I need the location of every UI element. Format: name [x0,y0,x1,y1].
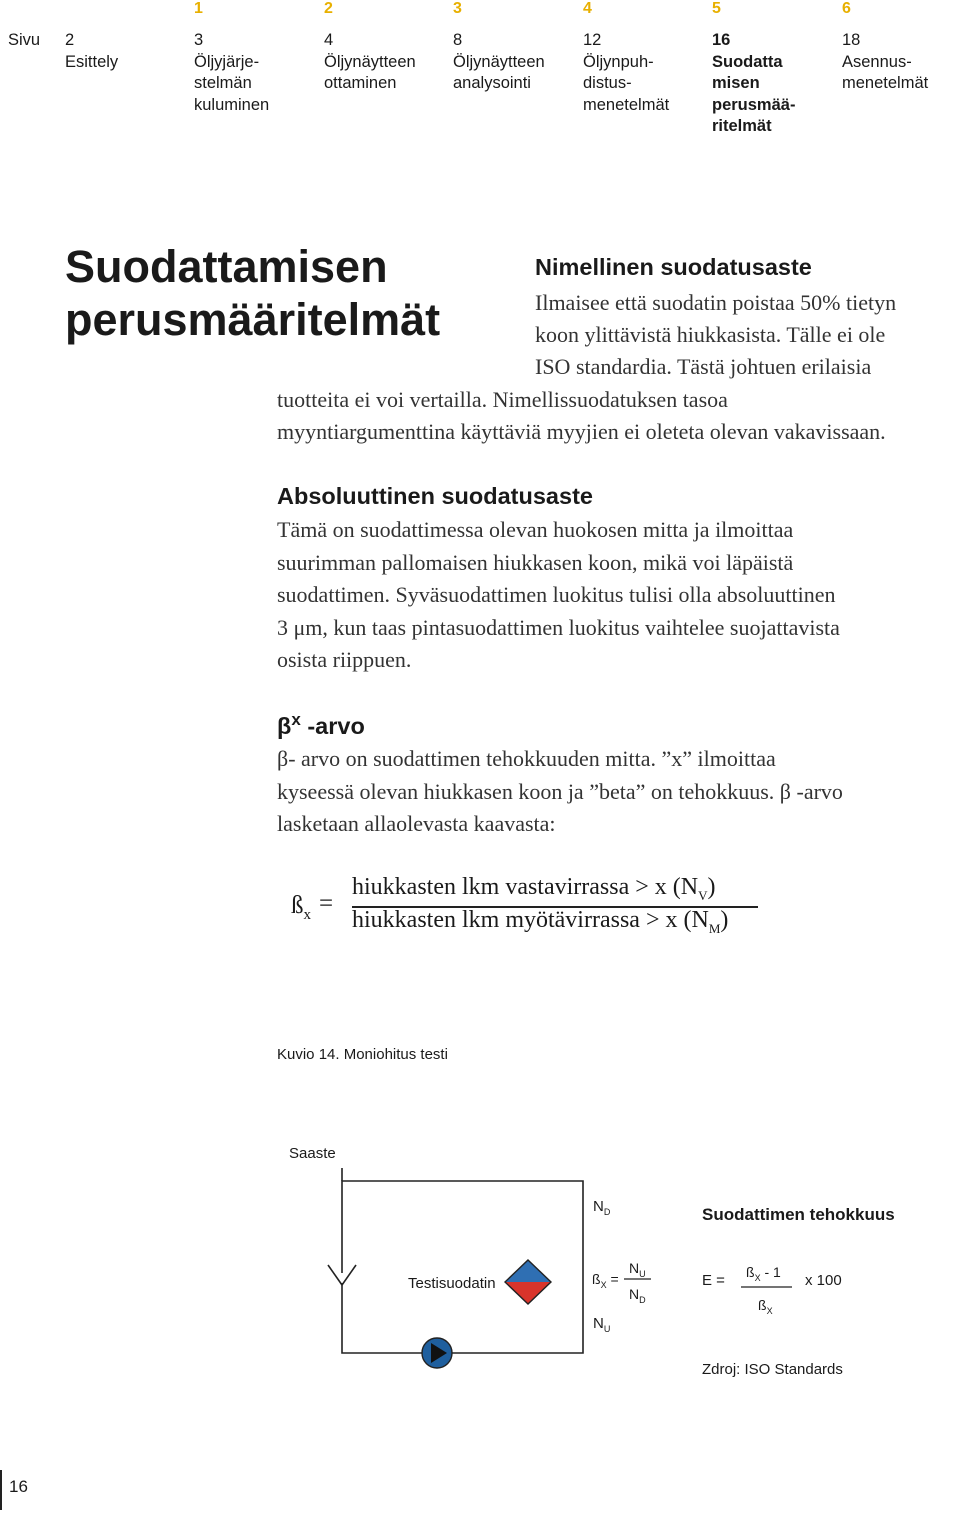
e-lhs: E = [702,1272,725,1289]
formula-denominator: hiukkasten lkm myötävirrassa > x $(N_M)$ [352,907,729,936]
e-denominator: $ß_X$ [758,1297,773,1316]
nav-chapter-page: 16 [712,31,731,49]
beta-heading-rest: -arvo [300,712,365,739]
beta-numerator: $N_U$ [629,1260,646,1279]
body-line: suodattimen. Syväsuodattimen luokitus tulisi olla absoluuttinen [277,582,836,607]
nav-chapter-title-line: perusmää- [712,95,796,114]
body-line: ISO standardia. Tästä johtuen erilaisia [535,354,872,379]
efficiency-title: Suodattimen tehokkuus [702,1205,895,1224]
nav-chapter-number: 1 [194,0,203,17]
nav-chapter-page: 2 [65,31,75,49]
nav-chapter-title-line: Asennus- [842,52,912,71]
filter-diamond-icon [505,1260,551,1304]
nav-chapter-title-line: Suodatta [712,52,783,71]
formula-equals: = [319,890,334,917]
beta-lhs: $ß_X$ = [592,1271,619,1290]
nav-chapter-number: 6 [842,0,851,17]
page-number: 16 [9,1477,28,1496]
nav-chapter-page: 18 [842,31,861,49]
absolute-heading: Absoluuttinen suodatusaste [277,483,593,509]
circuit-lines [342,1168,583,1353]
nu-label: $N_U$ [593,1315,611,1334]
page-title-line: Suodattamisen [65,241,388,292]
filter-label: Testisuodatin [408,1275,496,1292]
nav-chapter-number: 3 [453,0,462,17]
nav-chapter-number: 2 [324,0,333,17]
body-line: kyseessä olevan hiukkasen koon ja ”beta” on tehokkuus. β -arvo [277,779,843,804]
page-title-line: perusmääritelmät [65,294,441,345]
nav-chapter-title-line: misen [712,74,760,92]
e-multiplier: x 100 [805,1272,842,1289]
footer-rule [0,1470,2,1510]
nav-chapter-title-line: Öljynäytteen [453,52,545,71]
body-line: osista riippuen. [277,647,412,672]
circuit-loop [342,1181,583,1353]
nav-chapter-title-line: distus- [583,74,632,92]
body-line: lasketaan allaolevasta kaavasta: [277,811,556,836]
nd-label: $N_D$ [593,1198,611,1217]
nav-sivu-label: Sivu [8,31,41,49]
body-line: β- arvo on suodattimen tehokkuuden mitta. ”x” ilmoittaa [277,746,776,771]
nav-chapter-title-line: Öljynpuh- [583,52,654,71]
nav-chapter-title-line: analysointi [453,74,531,92]
nav-chapter-title-line: menetelmät [842,74,929,92]
nominal-heading: Nimellinen suodatusaste [535,254,812,280]
body-line: tuotteita ei voi vertailla. Nimellissuodatuksen tasoa [277,387,728,412]
body-line: suurimman pallomaisen hiukkasen koon, mikä voi läpäistä [277,550,794,575]
body-line: 3 μm, kun taas pintasuodattimen luokitus vaihtelee suojattavista [277,615,840,640]
body-line: Ilmaisee että suodatin poistaa 50% tietyn [535,290,897,315]
nav-chapter-title-line: menetelmät [583,95,670,114]
nav-chapter-page: 12 [583,31,602,49]
nav-chapter-number: 5 [712,0,721,17]
body-line: Tämä on suodattimessa olevan huokosen mitta ja ilmoittaa [277,517,794,542]
nav-chapter-title-line: Öljynäytteen [324,52,416,71]
beta-symbol: β [277,712,292,739]
saaste-label: Saaste [289,1145,336,1162]
body-line: koon ylittävistä hiukkasista. Tälle ei ole [535,322,886,347]
nav-chapter-title-line: Öljyjärje- [194,52,260,71]
nav-chapter-title-line: stelmän [194,74,252,92]
beta-denominator: $N_D$ [629,1286,646,1305]
body-line: myyntiargumenttina käyttäviä myyjien ei oleteta olevan vakavissaan. [277,419,886,444]
nav-chapter-title-line: kuluminen [194,95,270,114]
nav-chapter-page: 4 [324,31,334,49]
figure-source: Zdroj: ISO Standards [702,1361,843,1378]
nav-chapter-title-line: ritelmät [712,117,772,135]
formula-numerator: hiukkasten lkm vastavirrassa > x $(N_V)$ [352,874,716,903]
e-numerator: $ß_X - 1$ [746,1264,781,1283]
nav-chapter-page: 8 [453,31,463,49]
nav-chapter-page: 3 [194,31,204,49]
nav-chapter-title-line: Esittely [65,52,119,71]
figure-caption: Kuvio 14. Moniohitus testi [277,1046,448,1063]
nav-chapter-title-line: ottaminen [324,74,397,92]
pump-icon [422,1338,452,1368]
beta-heading-sup: x [291,710,301,729]
formula-lhs: $ß_x$ [291,892,311,923]
nav-chapter-number: 4 [583,0,592,17]
